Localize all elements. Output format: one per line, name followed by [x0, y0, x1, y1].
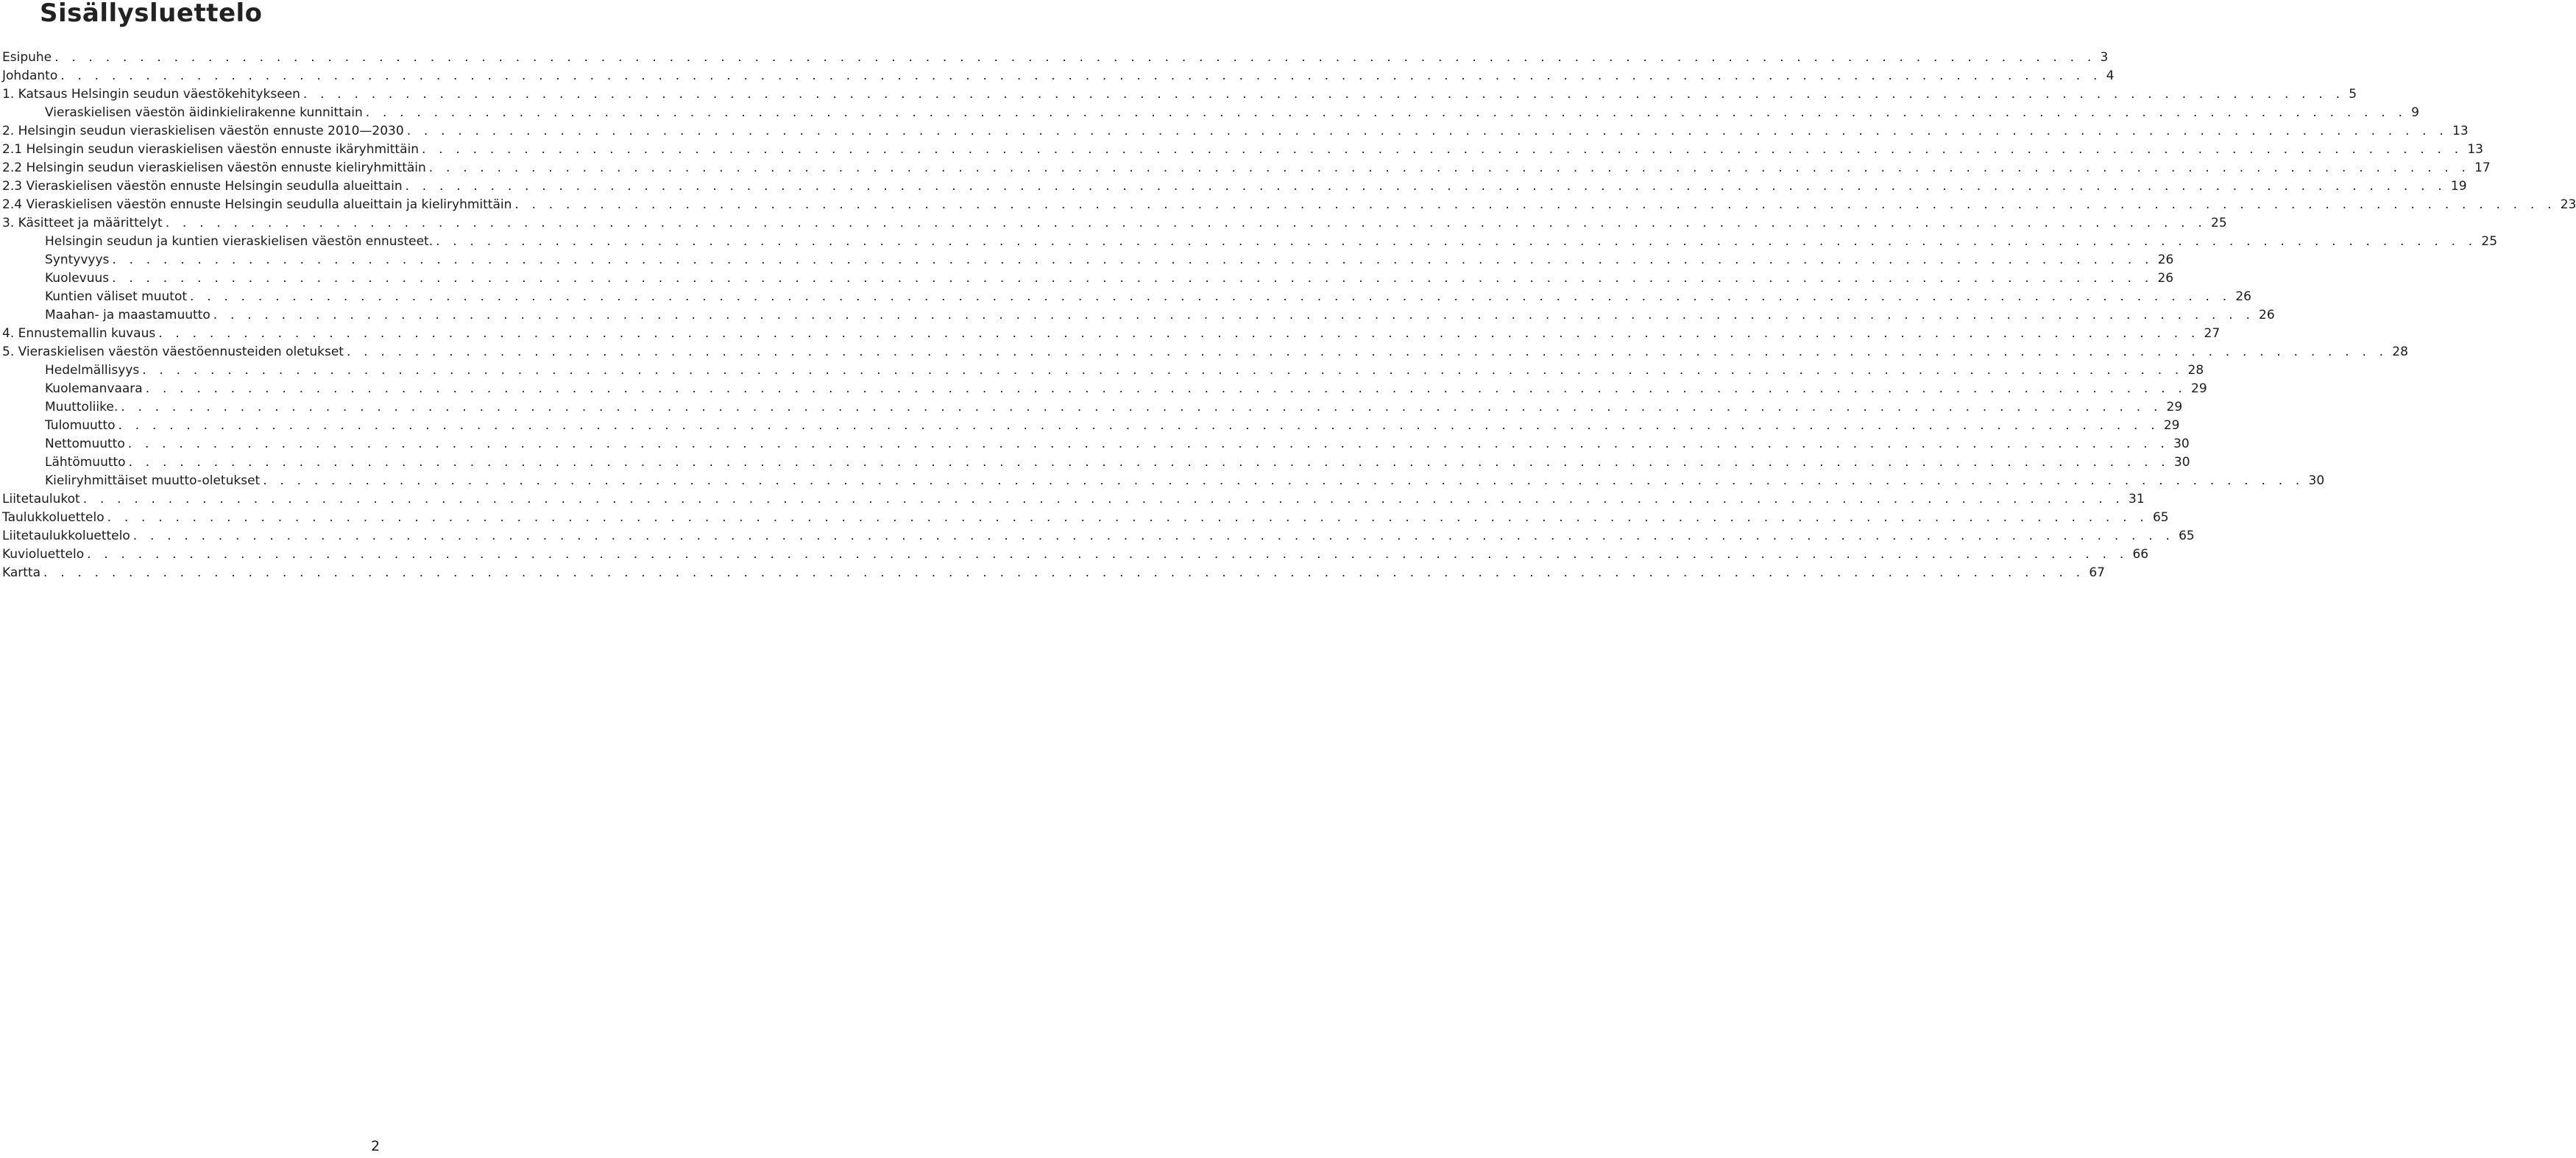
- toc-entry-page: 26: [2157, 271, 2174, 286]
- toc-entry[interactable]: [2, 472, 2325, 490]
- toc-entry-page: 65: [2179, 529, 2195, 543]
- toc-entry-page: 29: [2163, 418, 2180, 433]
- toc-entry-page: 30: [2173, 437, 2190, 451]
- toc-entry-page: 30: [2173, 455, 2190, 470]
- toc-entry[interactable]: [2, 490, 2145, 509]
- toc-entry[interactable]: [2, 435, 2190, 453]
- toc-entry-page: 26: [2157, 253, 2174, 267]
- toc-entry[interactable]: [2, 141, 2483, 159]
- dot-leader: . . . . . . . . . . . . . . . . . . . . . . . . . . . . . . . . . . . . . . . . . . . . . . . . . . . . . . . . . . . . . . . . . . . . . . . . . . . . . . . . . . . . . . . . . . . . . . . . . . . . . . . . . . . . . . . . . . . . . . . .: [54, 50, 2096, 65]
- dot-leader: . . . . . . . . . . . . . . . . . . . . . . . . . . . . . . . . . . . . . . . . . . . . . . . . . . . . . . . . . . . . . . . . . . . . . . . . . . . . . . . . . . . . . . . . . . . . . . . . . . . . . . . . . . . . . . . . . . . . . . . .: [302, 87, 2345, 102]
- toc-entry[interactable]: [2, 67, 2115, 85]
- toc-entry-label: Lähtömuutto: [45, 455, 126, 470]
- dot-leader: . . . . . . . . . . . . . . . . . . . . . . . . . . . . . . . . . . . . . . . . . . . . . . . . . . . . . . . . . . . . . . . . . . . . . . . . . . . . . . . . . . . . . . . . . . . . . . . . . . . . . . . . . . . . . . . . . . . . . . . .: [60, 68, 2102, 83]
- dot-leader: . . . . . . . . . . . . . . . . . . . . . . . . . . . . . . . . . . . . . . . . . . . . . . . . . . . . . . . . . . . . . . . . . . . . . . . . . . . . . . . . . . . . . . . . . . . . . . . . . . . . . . . . . . . . . . . . . . . . . . . .: [346, 345, 2388, 359]
- toc-entry-label: 2.4 Vieraskielisen väestön ennuste Helsingin seudulla alueittain ja kieliryhmittäin: [2, 197, 512, 212]
- toc-entry-label: Muuttoliike.: [45, 400, 118, 414]
- dot-leader: . . . . . . . . . . . . . . . . . . . . . . . . . . . . . . . . . . . . . . . . . . . . . . . . . . . . . . . . . . . . . . . . . . . . . . . . . . . . . . . . . . . . . . . . . . . . . . . . . . . . . . . . . . . . . . . . . . . . . . . .: [165, 216, 2207, 230]
- toc-entry[interactable]: [2, 398, 2183, 417]
- dot-leader: . . . . . . . . . . . . . . . . . . . . . . . . . . . . . . . . . . . . . . . . . . . . . . . . . . . . . . . . . . . . . . . . . . . . . . . . . . . . . . . . . . . . . . . . . . . . . . . . . . . . . . . . . . . . . . . . . . . . . . . .: [213, 308, 2255, 322]
- toc-entry[interactable]: [2, 269, 2174, 288]
- toc-entry[interactable]: [2, 49, 2109, 67]
- dot-leader: . . . . . . . . . . . . . . . . . . . . . . . . . . . . . . . . . . . . . . . . . . . . . . . . . . . . . . . . . . . . . . . . . . . . . . . . . . . . . . . . . . . . . . . . . . . . . . . . . . . . . . . . . . . . . . . . . . . . . . . .: [365, 105, 2407, 120]
- dot-leader: . . . . . . . . . . . . . . . . . . . . . . . . . . . . . . . . . . . . . . . . . . . . . . . . . . . . . . . . . . . . . . . . . . . . . . . . . . . . . . . . . . . . . . . . . . . . . . . . . . . . . . . . . . . . . . . . . . . . . . . .: [142, 363, 2184, 378]
- dot-leader: . . . . . . . . . . . . . . . . . . . . . . . . . . . . . . . . . . . . . . . . . . . . . . . . . . . . . . . . . . . . . . . . . . . . . . . . . . . . . . . . . . . . . . . . . . . . . . . . . . . . . . . . . . . . . . . . . . . . . . . .: [190, 289, 2232, 304]
- toc-entry[interactable]: [2, 564, 2105, 582]
- dot-leader: . . . . . . . . . . . . . . . . . . . . . . . . . . . . . . . . . . . . . . . . . . . . . . . . . . . . . . . . . . . . . . . . . . . . . . . . . . . . . . . . . . . . . . . . . . . . . . . . . . . . . . . . . . . . . . . . . . . . . . . .: [127, 437, 2170, 451]
- toc-entry-label: Hedelmällisyys: [45, 363, 140, 378]
- toc-entry-label: Syntyvyys: [45, 253, 110, 267]
- toc-entry-label: 2.2 Helsingin seudun vieraskielisen väestön ennuste kieliryhmittäin: [2, 160, 426, 175]
- dot-leader: . . . . . . . . . . . . . . . . . . . . . . . . . . . . . . . . . . . . . . . . . . . . . . . . . . . . . . . . . . . . . . . . . . . . . . . . . . . . . . . . . . . . . . . . . . . . . . . . . . . . . . . . . . . . . . . . . . . . . . . .: [436, 234, 2477, 249]
- toc-entry-label: Kuolemanvaara: [45, 381, 143, 396]
- dot-leader: . . . . . . . . . . . . . . . . . . . . . . . . . . . . . . . . . . . . . . . . . . . . . . . . . . . . . . . . . . . . . . . . . . . . . . . . . . . . . . . . . . . . . . . . . . . . . . . . . . . . . . . . . . . . . . . . . . . . . . . .: [112, 253, 2154, 267]
- toc-entry-page: 23: [2560, 197, 2576, 212]
- toc-entry-page: 25: [2211, 216, 2227, 230]
- toc-entry-label: 2.1 Helsingin seudun vieraskielisen väestön ennuste ikäryhmittäin: [2, 142, 420, 157]
- toc-entry-page: 9: [2411, 105, 2419, 120]
- toc-entry[interactable]: [2, 85, 2357, 104]
- toc-entry-page: 31: [2129, 492, 2145, 506]
- toc-entry[interactable]: [2, 122, 2469, 141]
- toc-entry-label: Johdanto: [2, 68, 58, 83]
- toc-entry[interactable]: [2, 361, 2204, 380]
- toc-entry-label: Kuvioluettelo: [2, 547, 85, 562]
- toc-entry-label: 3. Käsitteet ja määrittelyt: [2, 216, 163, 230]
- dot-leader: . . . . . . . . . . . . . . . . . . . . . . . . . . . . . . . . . . . . . . . . . . . . . . . . . . . . . . . . . . . . . . . . . . . . . . . . . . . . . . . . . . . . . . . . . . . . . . . . . . . . . . . . . . . . . . . . . . . . . . . .: [405, 179, 2446, 194]
- toc-entry-page: 29: [2166, 400, 2183, 414]
- toc-entry-page: 30: [2308, 473, 2325, 488]
- toc-entry-page: 17: [2474, 160, 2491, 175]
- toc-entry-page: 5: [2349, 87, 2357, 102]
- toc-entry-page: 28: [2187, 363, 2204, 378]
- dot-leader: . . . . . . . . . . . . . . . . . . . . . . . . . . . . . . . . . . . . . . . . . . . . . . . . . . . . . . . . . . . . . . . . . . . . . . . . . . . . . . . . . . . . . . . . . . . . . . . . . . . . . . . . . . . . . . . . . . . . . . . .: [43, 565, 2085, 580]
- toc-entry[interactable]: [2, 159, 2491, 177]
- toc-entry[interactable]: [2, 527, 2195, 546]
- table-of-contents: [2, 49, 2576, 582]
- toc-entry-page: 26: [2235, 289, 2251, 304]
- toc-entry[interactable]: [2, 177, 2467, 196]
- toc-entry-page: 19: [2450, 179, 2467, 194]
- toc-entry-page: 29: [2191, 381, 2207, 396]
- toc-entry-label: Liitetaulukot: [2, 492, 80, 506]
- toc-entry-label: Kuntien väliset muutot: [45, 289, 188, 304]
- toc-entry-label: Tulomuutto: [45, 418, 116, 433]
- toc-entry-page: 66: [2132, 547, 2149, 562]
- toc-entry[interactable]: [2, 233, 2498, 251]
- toc-entry[interactable]: [2, 251, 2174, 269]
- toc-entry-label: Kuolevuus: [45, 271, 110, 286]
- dot-leader: . . . . . . . . . . . . . . . . . . . . . . . . . . . . . . . . . . . . . . . . . . . . . . . . . . . . . . . . . . . . . . . . . . . . . . . . . . . . . . . . . . . . . . . . . . . . . . . . . . . . . . . . . . . . . . . . . . . . . . . .: [128, 455, 2170, 470]
- toc-entry-page: 4: [2106, 68, 2115, 83]
- dot-leader: . . . . . . . . . . . . . . . . . . . . . . . . . . . . . . . . . . . . . . . . . . . . . . . . . . . . . . . . . . . . . . . . . . . . . . . . . . . . . . . . . . . . . . . . . . . . . . . . . . . . . . . . . . . . . . . . . . . . . . . .: [112, 271, 2154, 286]
- toc-entry[interactable]: [2, 546, 2149, 564]
- dot-leader: . . . . . . . . . . . . . . . . . . . . . . . . . . . . . . . . . . . . . . . . . . . . . . . . . . . . . . . . . . . . . . . . . . . . . . . . . . . . . . . . . . . . . . . . . . . . . . . . . . . . . . . . . . . . . . . . . . . . . . . .: [263, 473, 2304, 488]
- page-title: Sisällysluettelo: [40, 0, 263, 28]
- toc-entry[interactable]: [2, 288, 2251, 306]
- toc-entry-label: Esipuhe: [2, 50, 52, 65]
- dot-leader: . . . . . . . . . . . . . . . . . . . . . . . . . . . . . . . . . . . . . . . . . . . . . . . . . . . . . . . . . . . . . . . . . . . . . . . . . . . . . . . . . . . . . . . . . . . . . . . . . . . . . . . . . . . . . . . . . . . . . . . .: [158, 326, 2200, 341]
- toc-entry-page: 13: [2467, 142, 2483, 157]
- toc-entry-page: 65: [2152, 510, 2169, 525]
- toc-entry-label: 5. Vieraskielisen väestön väestöennusteiden oletukset: [2, 345, 344, 359]
- toc-entry-page: 27: [2204, 326, 2221, 341]
- dot-leader: . . . . . . . . . . . . . . . . . . . . . . . . . . . . . . . . . . . . . . . . . . . . . . . . . . . . . . . . . . . . . . . . . . . . . . . . . . . . . . . . . . . . . . . . . . . . . . . . . . . . . . . . . . . . . . . . . . . . . . . .: [428, 160, 2471, 175]
- toc-entry-label: 2.3 Vieraskielisen väestön ennuste Helsingin seudulla alueittain: [2, 179, 403, 194]
- dot-leader: . . . . . . . . . . . . . . . . . . . . . . . . . . . . . . . . . . . . . . . . . . . . . . . . . . . . . . . . . . . . . . . . . . . . . . . . . . . . . . . . . . . . . . . . . . . . . . . . . . . . . . . . . . . . . . . . . . . . . . . .: [82, 492, 2125, 506]
- toc-entry[interactable]: [2, 325, 2221, 343]
- dot-leader: . . . . . . . . . . . . . . . . . . . . . . . . . . . . . . . . . . . . . . . . . . . . . . . . . . . . . . . . . . . . . . . . . . . . . . . . . . . . . . . . . . . . . . . . . . . . . . . . . . . . . . . . . . . . . . . . . . . . . . . .: [118, 418, 2159, 433]
- toc-entry-label: 1. Katsaus Helsingin seudun väestökehitykseen: [2, 87, 300, 102]
- toc-entry-page: 26: [2259, 308, 2275, 322]
- dot-leader: . . . . . . . . . . . . . . . . . . . . . . . . . . . . . . . . . . . . . . . . . . . . . . . . . . . . . . . . . . . . . . . . . . . . . . . . . . . . . . . . . . . . . . . . . . . . . . . . . . . . . . . . . . . . . . . . . . . . . . . .: [132, 529, 2175, 543]
- toc-entry[interactable]: [2, 104, 2419, 122]
- page-number: 2: [370, 1138, 381, 1154]
- toc-entry-label: Liitetaulukkoluettelo: [2, 529, 130, 543]
- toc-entry[interactable]: [2, 453, 2190, 472]
- toc-entry[interactable]: [2, 196, 2576, 214]
- toc-entry-page: 25: [2481, 234, 2498, 249]
- dot-leader: . . . . . . . . . . . . . . . . . . . . . . . . . . . . . . . . . . . . . . . . . . . . . . . . . . . . . . . . . . . . . . . . . . . . . . . . . . . . . . . . . . . . . . . . . . . . . . . . . . . . . . . . . . . . . . . . . . . . . . . .: [87, 547, 2129, 562]
- dot-leader: . . . . . . . . . . . . . . . . . . . . . . . . . . . . . . . . . . . . . . . . . . . . . . . . . . . . . . . . . . . . . . . . . . . . . . . . . . . . . . . . . . . . . . . . . . . . . . . . . . . . . . . . . . . . . . . . . . . . . . . .: [514, 197, 2556, 212]
- dot-leader: . . . . . . . . . . . . . . . . . . . . . . . . . . . . . . . . . . . . . . . . . . . . . . . . . . . . . . . . . . . . . . . . . . . . . . . . . . . . . . . . . . . . . . . . . . . . . . . . . . . . . . . . . . . . . . . . . . . . . . . .: [107, 510, 2148, 525]
- toc-entry[interactable]: [2, 380, 2207, 398]
- toc-entry-label: Nettomuutto: [45, 437, 125, 451]
- toc-entry-label: 4. Ennustemallin kuvaus: [2, 326, 156, 341]
- toc-entry[interactable]: [2, 306, 2275, 325]
- toc-entry-label: 2. Helsingin seudun vieraskielisen väestön ennuste 2010—2030: [2, 124, 404, 138]
- toc-entry-page: 13: [2452, 124, 2469, 138]
- toc-entry-label: Taulukkoluettelo: [2, 510, 105, 525]
- dot-leader: . . . . . . . . . . . . . . . . . . . . . . . . . . . . . . . . . . . . . . . . . . . . . . . . . . . . . . . . . . . . . . . . . . . . . . . . . . . . . . . . . . . . . . . . . . . . . . . . . . . . . . . . . . . . . . . . . . . . . . . .: [145, 381, 2187, 396]
- toc-entry-page: 67: [2089, 565, 2105, 580]
- toc-entry[interactable]: [2, 214, 2227, 233]
- toc-entry[interactable]: [2, 509, 2169, 527]
- dot-leader: . . . . . . . . . . . . . . . . . . . . . . . . . . . . . . . . . . . . . . . . . . . . . . . . . . . . . . . . . . . . . . . . . . . . . . . . . . . . . . . . . . . . . . . . . . . . . . . . . . . . . . . . . . . . . . . . . . . . . . . .: [422, 142, 2463, 157]
- dot-leader: . . . . . . . . . . . . . . . . . . . . . . . . . . . . . . . . . . . . . . . . . . . . . . . . . . . . . . . . . . . . . . . . . . . . . . . . . . . . . . . . . . . . . . . . . . . . . . . . . . . . . . . . . . . . . . . . . . . . . . . .: [121, 400, 2162, 414]
- toc-entry-label: Kartta: [2, 565, 41, 580]
- toc-entry[interactable]: [2, 343, 2408, 361]
- toc-entry-label: Maahan- ja maastamuutto: [45, 308, 210, 322]
- toc-entry-page: 3: [2100, 50, 2109, 65]
- toc-entry-label: Kieliryhmittäiset muutto-oletukset: [45, 473, 261, 488]
- toc-entry-label: Helsingin seudun ja kuntien vieraskielisen väestön ennusteet.: [45, 234, 434, 249]
- toc-entry-label: Vieraskielisen väestön äidinkielirakenne kunnittain: [45, 105, 363, 120]
- toc-entry-page: 28: [2392, 345, 2408, 359]
- toc-entry[interactable]: [2, 417, 2180, 435]
- dot-leader: . . . . . . . . . . . . . . . . . . . . . . . . . . . . . . . . . . . . . . . . . . . . . . . . . . . . . . . . . . . . . . . . . . . . . . . . . . . . . . . . . . . . . . . . . . . . . . . . . . . . . . . . . . . . . . . . . . . . . . . .: [406, 124, 2448, 138]
